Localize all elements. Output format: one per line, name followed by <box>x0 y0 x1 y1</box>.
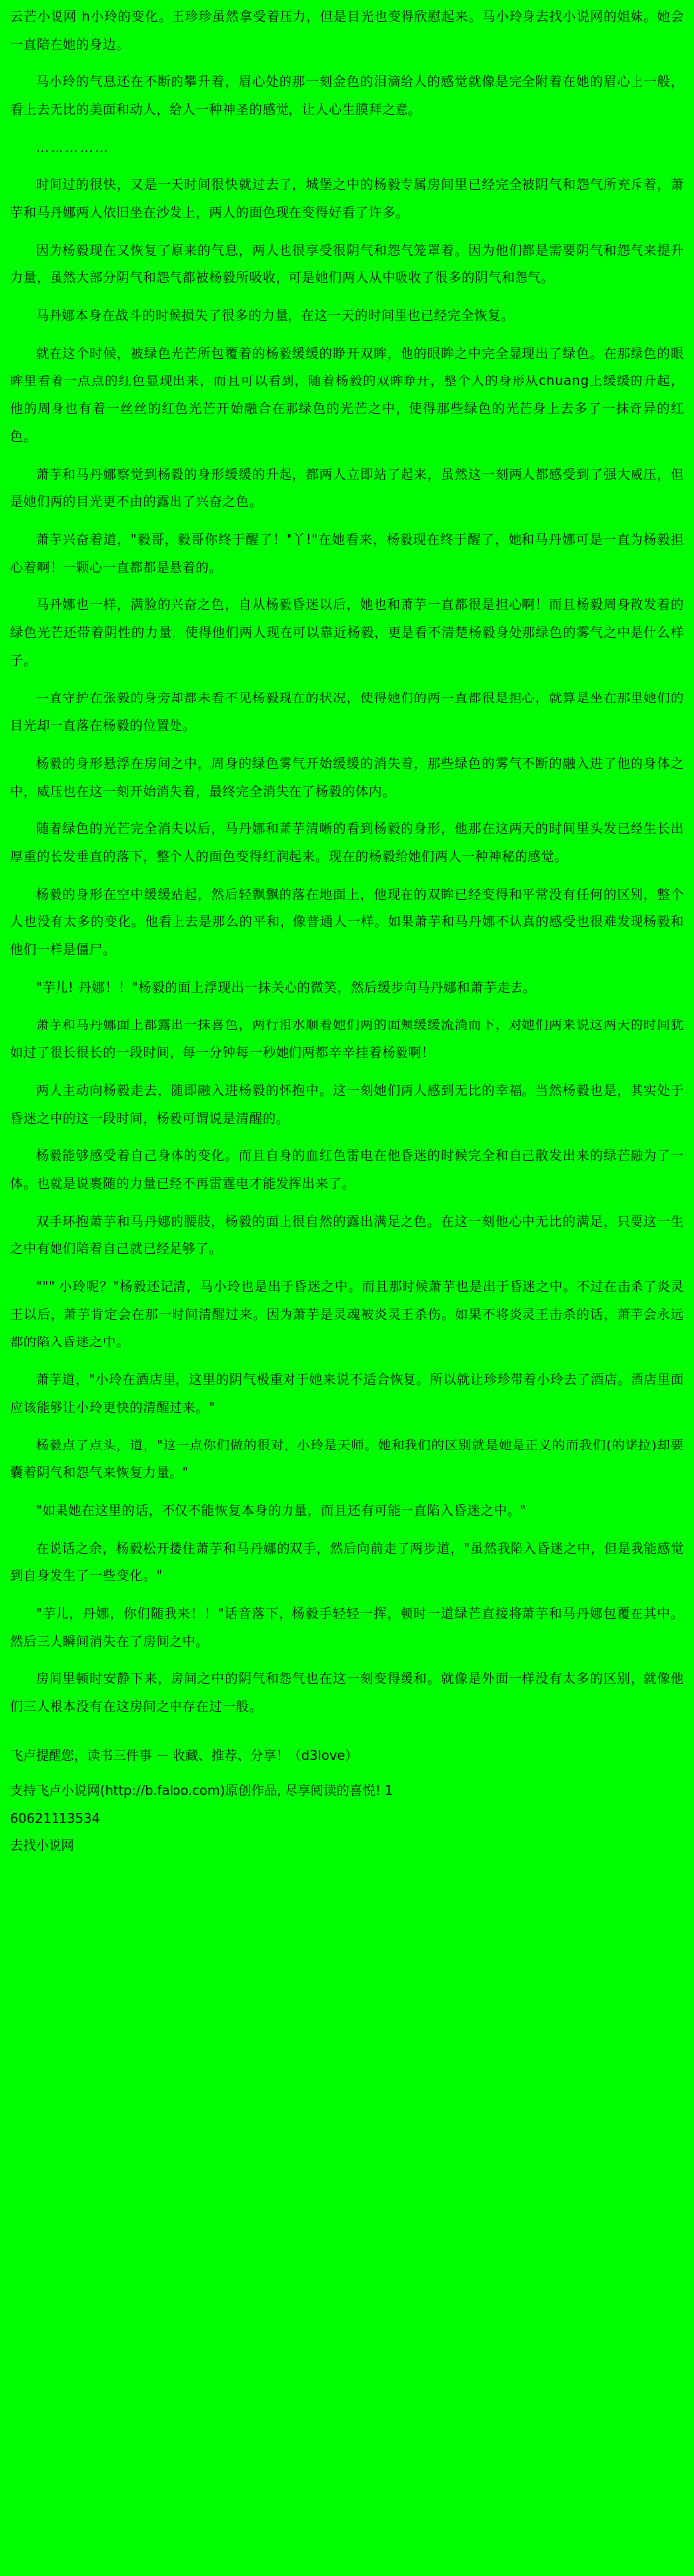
paragraph: 一直守护在张毅的身旁却都未看不见杨毅现在的状况，使得她们的两一直都很是担心，就算是坐在那里她们的目光却一直落在杨毅的位置处。 <box>10 692 684 734</box>
footer-site-name: 去找小说网 <box>10 1839 75 1854</box>
paragraph: 杨毅的身形悬浮在房间之中，周身的绿色雾气开始缓缓的消失着，那些绿色的雾气不断的融入进了他的身体之中，威压也在这一刻开始消失着，最终完全消失在了杨毅的体内。 <box>10 757 684 800</box>
footer-code: 60621113534 <box>10 1812 100 1827</box>
paragraph: 萧芋道，"小玲在酒店里，这里的阴气极重对于她来说不适合恢复。所以就让珍珍带着小玲去了酒店。酒店里面应该能够让小玲更快的清醒过来。" <box>10 1373 684 1416</box>
paragraph: 马丹娜本身在战斗的时候损失了很多的力量，在这一天的时间里也已经完全恢复。 <box>36 309 515 324</box>
paragraph: 马小玲的气息还在不断的攀升着，眉心处的那一刻金色的泪滴给人的感觉就像是完全附着在她的眉心上一般，看上去无比的美面和动人，给人一种神圣的感觉，让人心生膜拜之意。 <box>10 75 684 118</box>
paragraph: "如果她在这里的话，不仅不能恢复本身的力量，而且还有可能一直陷入昏迷之中。" <box>36 1504 527 1519</box>
footer <box>10 1732 684 1859</box>
paragraph: 双手环抱萧芋和马丹娜的腰肢，杨毅的面上很自然的露出满足之色。在这一刻他心中无比的满足，只要这一生之中有她们陪着自己就已经足够了。 <box>10 1215 684 1257</box>
paragraph: 房间里顿时安静下来，房间之中的阴气和怨气也在这一刻变得缓和。就像是外面一样没有太多的区别，就像他们三人根本没有在这房间之中存在过一般。 <box>10 1672 684 1715</box>
paragraph: 云芒小说网 h小玲的变化。王珍珍虽然拿受着压力，但是目光也变得欣慰起来。马小玲身去找小说网的姐妹。她会一直陪在她的身边。 <box>10 10 684 53</box>
paragraph: """ 小玲呢？"杨毅还记清，马小玲也是出于昏迷之中。而且那时候萧芋也是出于昏迷之中。不过在击杀了炎灵王以后，萧芋肯定会在那一时间清醒过来。因为萧芋是灵魂被炎灵王杀伤。如果不将炎灵王击杀的话，萧芋会永远都的陷入昏迷之中。 <box>10 1280 684 1350</box>
paragraph: "芋儿! 丹娜！！"杨毅的面上浮现出一抹关心的微笑，然后缓步向马丹娜和萧芋走去。 <box>36 981 537 996</box>
footer-support-link[interactable]: 支持飞卢小说网(http://b.faloo.com)原创作品, 尽享阅读的喜悦! 1 <box>10 1784 393 1799</box>
paragraph: 萧芋和马丹娜察觉到杨毅的身形缓缓的升起，都两人立即站了起来，虽然这一刻两人都感受到了强大威压，但是她们两的目光更不由的露出了兴奋之色。 <box>10 468 684 510</box>
paragraph: 在说话之余，杨毅松开搂住萧芋和马丹娜的双手，然后向前走了两步道，"虽然我陷入昏迷之中，但是我能感觉到自身发生了一些变化。" <box>10 1542 684 1584</box>
paragraph: 杨毅点了点头，道，"这一点你们做的很对，小玲是天师。她和我们的区别就是她是正义的而我们(的诺拉)却要囊着阴气和怨气来恢复力量。" <box>10 1439 684 1481</box>
paragraph: "芋儿，丹娜，你们随我来！！"话音落下，杨毅手轻轻一挥，顿时一道绿芒直接将萧芋和马丹娜包覆在其中。然后三人瞬间消失在了房间之中。 <box>10 1607 684 1650</box>
paragraph: 马丹娜也一样，满脸的兴奋之色，自从杨毅昏迷以后，她也和萧芋一直都很是担心啊！而且杨毅周身散发着的绿色光芒还带着阴性的力量，使得他们两人现在可以靠近杨毅，更是看不清楚杨毅身处那绿色的雾气之中是什么样子。 <box>10 598 684 669</box>
paragraph: 萧芋兴奋着道，"毅哥，毅哥你终于醒了！"丫!"在她看来，杨毅现在终于醒了，她和马丹娜可是一直为杨毅担心着啊！一颗心一直都都是悬着的。 <box>10 533 684 576</box>
paragraph: 杨毅能够感受着自己身体的变化。而且自身的血红色雷电在他昏迷的时候完全和自己散发出来的绿芒融为了一体。也就是说裹随的力量已经不再雷霆电才能发挥出来了。 <box>10 1149 684 1192</box>
paragraph: 因为杨毅现在又恢复了原来的气息，两人也很享受很阴气和怨气笼罩着。因为他们都是需要阴气和怨气来提升力量，虽然大部分阴气和怨气都被杨毅所吸收，可是她们两人从中吸收了很多的阴气和怨气。 <box>10 244 684 286</box>
paragraph: 时间过的很快，又是一天时间很快就过去了，城堡之中的杨毅专属房间里已经完全被阴气和怨气所充斥着，萧芋和马丹娜两人依旧坐在沙发上，两人的面色现在变得好看了许多。 <box>10 178 684 221</box>
footer-reminder: 飞卢提醒您，读书三件事 － 收藏、推荐、分享！（d3love） <box>10 1749 359 1764</box>
paragraph: 就在这个时候，被绿色光芒所包覆着的杨毅缓缓的睁开双眸，他的眼眸之中完全显现出了绿色。在那绿色的眼眸里看着一点点的红色显现出来，而且可以看到，随着杨毅的双眸睁开，整个人的身形从chuang上缓缓的升起，他的周身也有着一丝丝的红色光芒开始融合在那绿色的光芒之中，使得那些绿色的光芒身上去多了一抹奇异的红色。 <box>10 347 684 445</box>
paragraph-ellipsis: …………… <box>36 141 110 156</box>
paragraph: 随着绿色的光芒完全消失以后，马丹娜和萧芋清晰的看到杨毅的身形，他那在这两天的时间里头发已经生长出厚重的长发垂直的落下，整个人的面色变得红润起来。现在的杨毅给她们两人一种神秘的感觉。 <box>10 822 684 865</box>
footer-gap <box>10 1771 684 1779</box>
paragraph: 杨毅的身形在空中缓缓站起，然后轻飘飘的落在地面上，他现在的双眸已经变得和平常没有任何的区别，整个人也没有太多的变化。他看上去是那么的平和，像普通人一样。如果萧芋和马丹娜不认真的感受也很难发现杨毅和他们一样是僵尸。 <box>10 888 684 958</box>
paragraph: 萧芋和马丹娜面上都露出一抹喜色，两行泪水顺着她们两的面颊缓缓流淌而下，对她们两来说这两天的时间犹如过了很长很长的一段时间，每一分钟每一秒她们两都辛辛挂着杨毅啊！ <box>10 1019 684 1061</box>
paragraph: 两人主动向杨毅走去，随即融入进杨毅的怀抱中。这一刻她们两人感到无比的幸福。当然杨毅也是，其实处于昏迷之中的这一段时间，杨毅可谓说是清醒的。 <box>10 1084 684 1127</box>
